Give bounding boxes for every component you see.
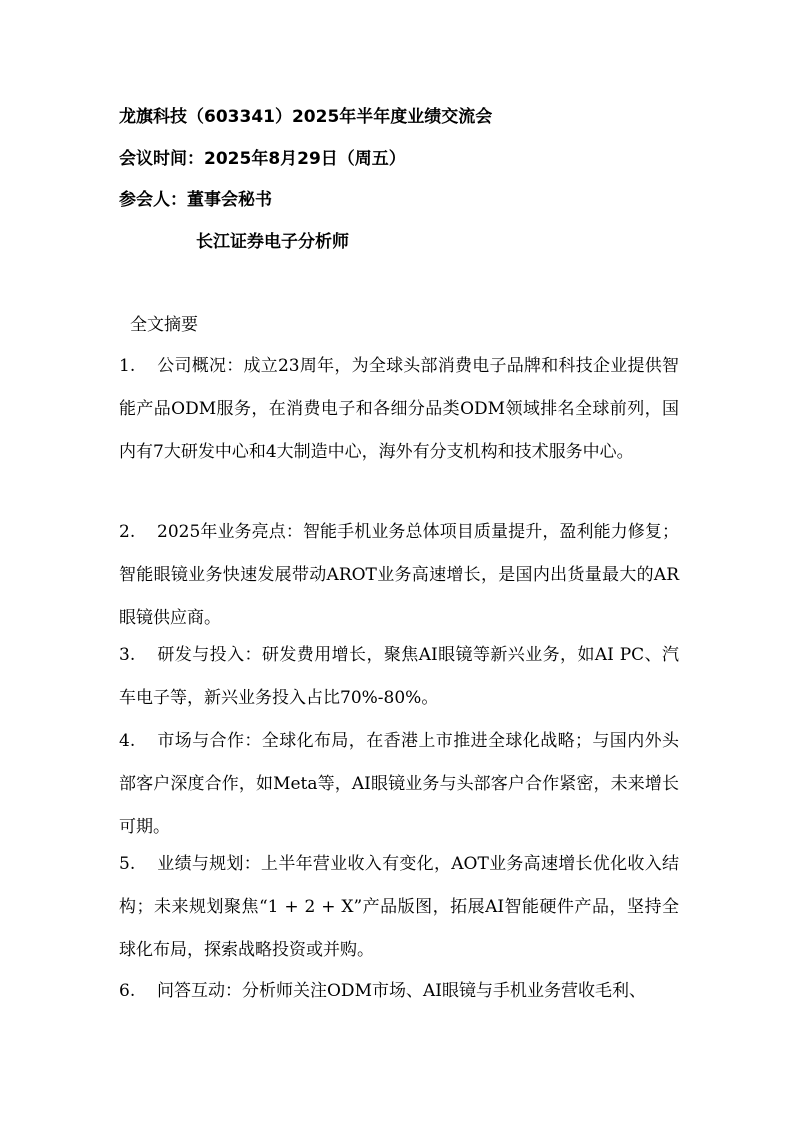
item-number: 6. [119,981,136,1001]
item-number: 1. [119,356,136,376]
item-text: 研发与投入：研发费用增长，聚焦AI眼镜等新兴业务，如AI PC、汽车电子等，新兴业务投入占比70%-80%。 [119,645,679,708]
participants-second: 长江证券电子分析师 [196,232,349,252]
item-text: 市场与合作：全球化布局，在香港上市推进全球化战略；与国内外头部客户深度合作，如Meta等，AI眼镜业务与头部客户合作紧密，未来增长可期。 [119,731,679,837]
item-text: 2025年业务亮点：智能手机业务总体项目质量提升，盈利能力修复；智能眼镜业务快速发展带动AROT业务高速增长，是国内出货量最大的AR眼镜供应商。 [119,522,679,628]
document-title: 龙旗科技（603341）2025年半年度业绩交流会 [119,107,493,127]
item-number: 3. [119,645,136,665]
item-number: 5. [119,854,136,874]
summary-item [119,970,679,1013]
summary-item [119,511,679,640]
summary-title: 全文摘要 [130,315,198,335]
item-text: 业绩与规划：上半年营业收入有变化，AOT业务高速增长优化收入结构；未来规划聚焦“1 + 2 + X”产品版图，拓展AI智能硬件产品，坚持全球化布局，探索战略投资或并购。 [119,854,679,960]
summary-item [119,843,679,972]
item-text: 问答互动：分析师关注ODM市场、AI眼镜与手机业务营收毛利、 [157,981,646,1001]
item-text: 公司概况：成立23周年，为全球头部消费电子品牌和科技企业提供智能产品ODM服务，在消费电子和各细分品类ODM领域排名全球前列，国内有7大研发中心和4大制造中心，海外有分支机构和技术服务中心。 [119,356,679,462]
summary-item [119,720,679,849]
item-number: 2. [119,522,136,542]
meeting-time: 会议时间：2025年8月29日（周五） [119,149,406,169]
summary-item [119,345,679,474]
item-number: 4. [119,731,136,751]
participants-label: 参会人：董事会秘书 [119,190,272,210]
summary-item [119,634,679,720]
